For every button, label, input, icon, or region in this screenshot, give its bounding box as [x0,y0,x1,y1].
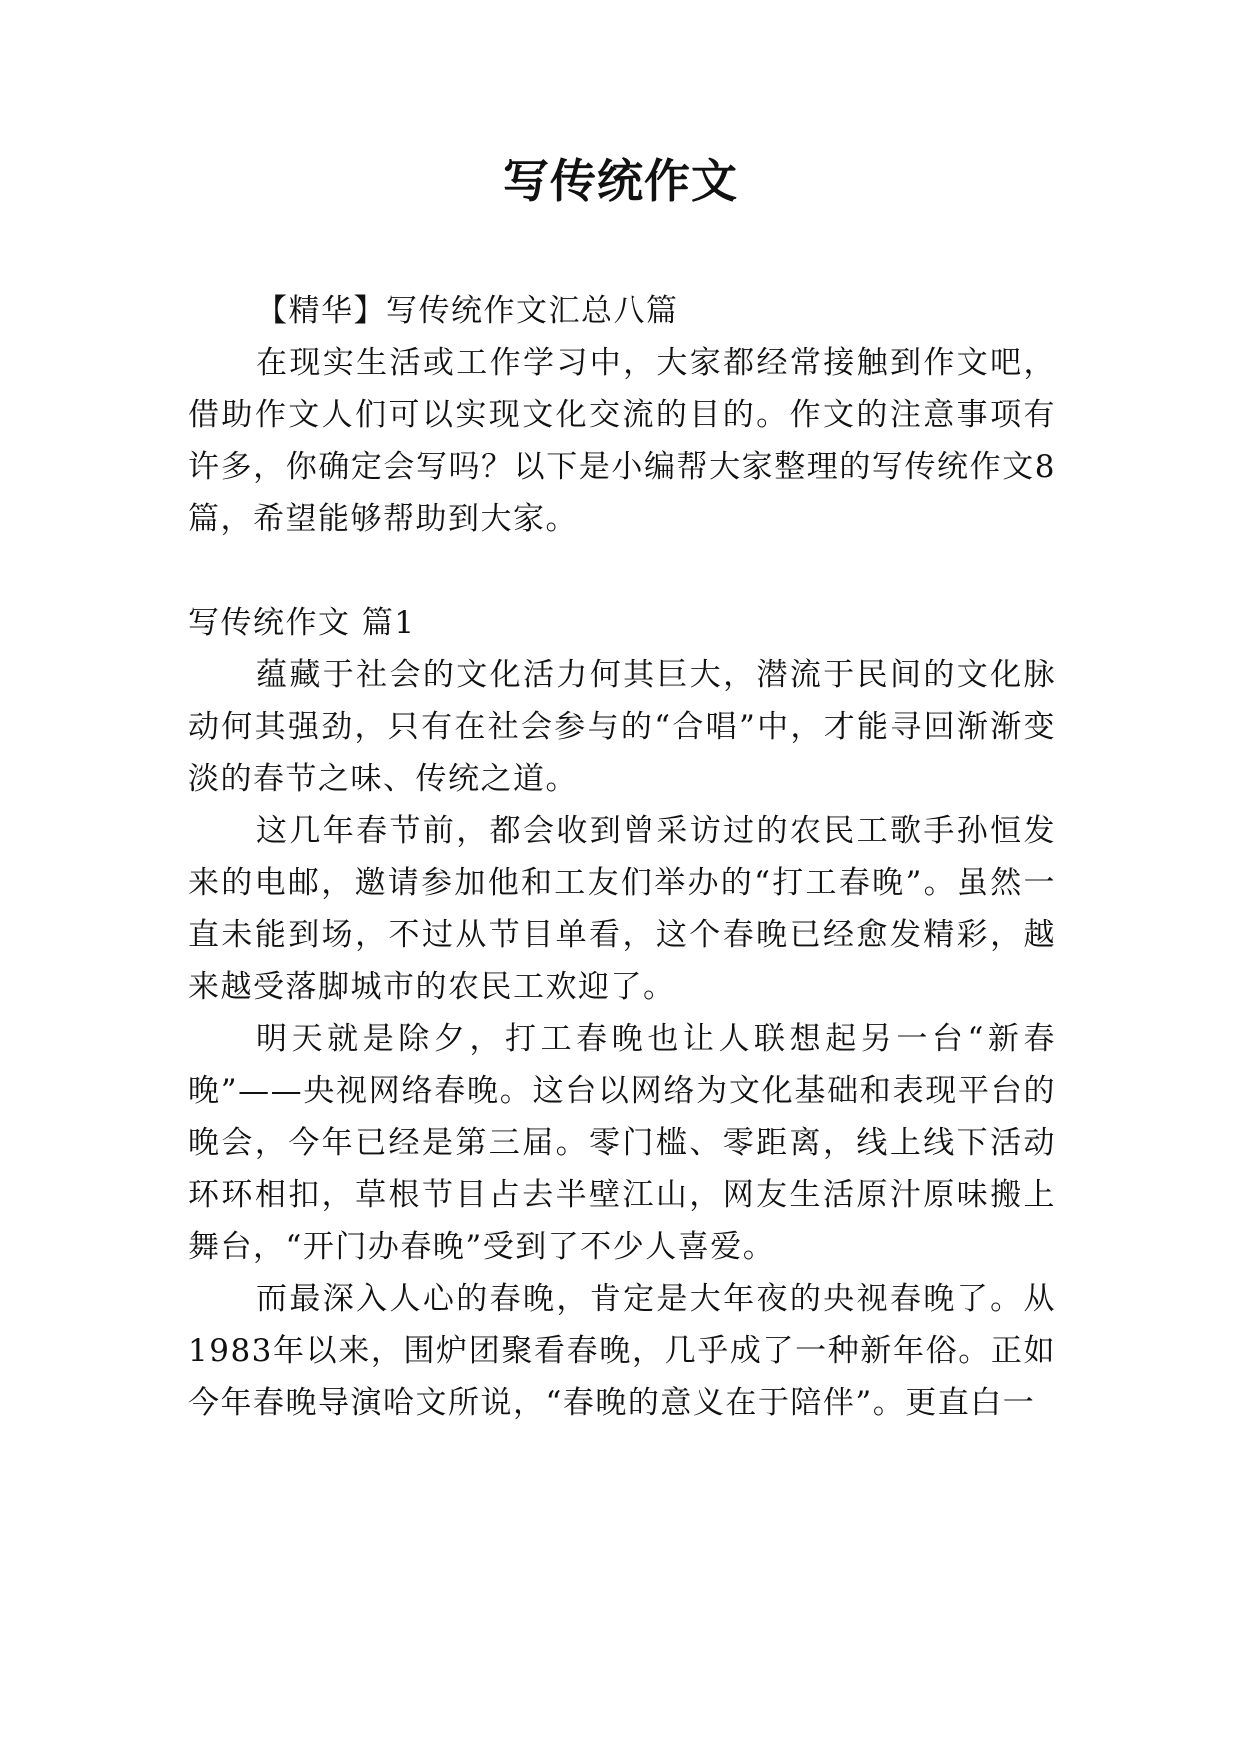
paragraph: 明天就是除夕，打工春晚也让人联想起另一台“新春晚”——央视网络春晚。这台以网络为文化基础和表现平台的晚会，今年已经是第三届。零门槛、零距离，线上线下活动环环相扣，草根节目占去半壁江山，网友生活原汁原味搬上舞台，“开门办春晚”受到了不少人喜爱。 [188,1021,1056,1265]
paragraph: 而最深入人心的春晚，肯定是大年夜的央视春晚了。从1983年以来，围炉团聚看春晚，几乎成了一种新年俗。正如今年春晚导演哈文所说，“春晚的意义在于陪伴”。更直白一 [188,1281,1056,1421]
intro-paragraph: 在现实生活或工作学习中，大家都经常接触到作文吧，借助作文人们可以实现文化交流的目的。作文的注意事项有许多，你确定会写吗？以下是小编帮大家整理的写传统作文8篇，希望能够帮助到大家。 [188,345,1056,537]
section-heading: 写传统作文 篇1 [188,605,416,641]
section-spacer [188,545,1056,597]
paragraph: 这几年春节前，都会收到曾采访过的农民工歌手孙恒发来的电邮，邀请参加他和工友们举办的“打工春晚”。虽然一直未能到场，不过从节目单看，这个春晚已经愈发精彩，越来越受落脚城市的农民工欢迎了。 [188,813,1056,1005]
page-title: 写传统作文 [503,154,738,208]
document-body [188,285,1056,1429]
paragraph: 蕴藏于社会的文化活力何其巨大，潜流于民间的文化脉动何其强劲，只有在社会参与的“合唱”中，才能寻回渐渐变淡的春节之味、传统之道。 [188,657,1056,797]
subtitle: 【精华】写传统作文汇总八篇 [256,293,679,329]
